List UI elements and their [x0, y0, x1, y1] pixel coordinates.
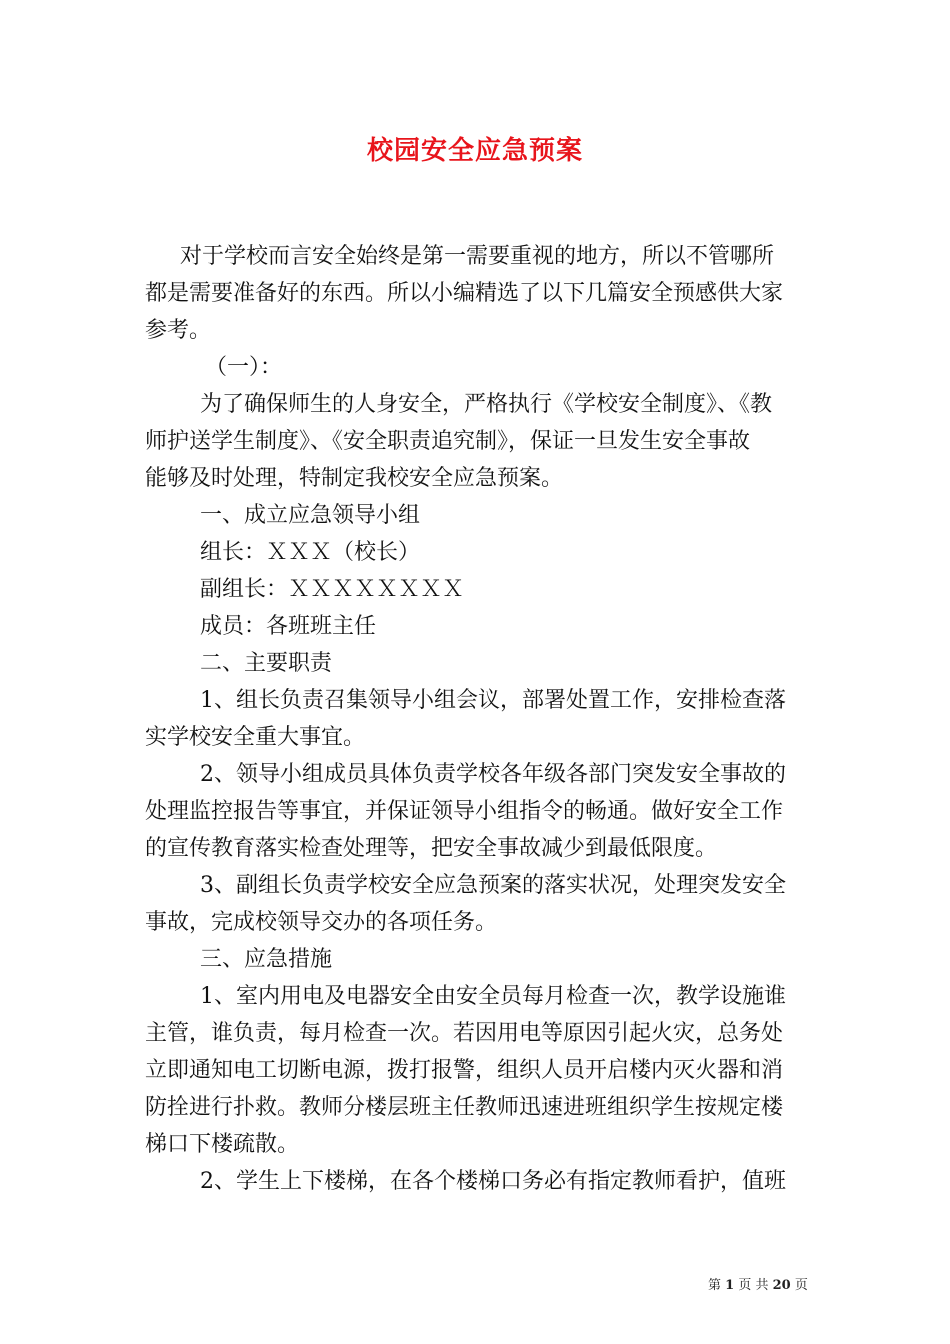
paragraph-line: 副组长：ＸＸＸＸＸＸＸＸ — [200, 577, 465, 602]
footer-total-pages: 20 — [772, 1278, 791, 1293]
paragraph-line: 能够及时处理，特制定我校安全应急预案。 — [145, 466, 564, 491]
footer-prefix: 第 — [708, 1278, 722, 1293]
footer-suffix: 页 — [794, 1278, 808, 1293]
paragraph-line: 事故，完成校领导交办的各项任务。 — [145, 910, 498, 935]
paragraph-line: 立即通知电工切断电源，拨打报警，组织人员开启楼内灭火器和消 — [145, 1058, 784, 1083]
paragraph-line: 3、副组长负责学校安全应急预案的落实状况，处理突发安全 — [200, 873, 786, 898]
footer-page-number: 1 — [725, 1278, 735, 1293]
paragraph-line: 防拴进行扑救。教师分楼层班主任教师迅速进班组织学生按规定楼 — [145, 1095, 784, 1120]
paragraph-line: 成员：各班班主任 — [200, 614, 377, 639]
section-heading: 二、主要职责 — [200, 651, 333, 676]
footer-middle: 页 共 — [738, 1278, 769, 1293]
section-heading: 一、成立应急领导小组 — [200, 503, 421, 528]
paragraph-line: 对于学校而言安全始终是第一需要重视的地方，所以不管哪所 — [180, 244, 775, 269]
paragraph-line: 主管，谁负责，每月检查一次。若因用电等原因引起火灾，总务处 — [145, 1021, 784, 1046]
paragraph-line: 的宣传教育落实检查处理等，把安全事故减少到最低限度。 — [145, 836, 718, 861]
paragraph-line: 参考。 — [145, 318, 212, 343]
paragraph-line: 实学校安全重大事宜。 — [145, 725, 366, 750]
paragraph-line: 都是需要准备好的东西。所以小编精选了以下几篇安全预感供大家 — [145, 281, 784, 306]
paragraph-line: 2、学生上下楼梯，在各个楼梯口务必有指定教师看护，值班 — [200, 1169, 786, 1194]
section-heading: （一）： — [205, 355, 283, 380]
document-body — [145, 238, 810, 1200]
paragraph-line: 为了确保师生的人身安全，严格执行《学校安全制度》、《教 — [200, 392, 773, 417]
paragraph-line: 1、室内用电及电器安全由安全员每月检查一次，教学设施谁 — [200, 984, 786, 1009]
page-footer — [708, 1274, 808, 1293]
paragraph-line: 2、领导小组成员具体负责学校各年级各部门突发安全事故的 — [200, 762, 786, 787]
paragraph-line: 师护送学生制度》、《安全职责追究制》，保证一旦发生安全事故 — [145, 429, 751, 454]
paragraph-line: 处理监控报告等事宜，并保证领导小组指令的畅通。做好安全工作 — [145, 799, 784, 824]
section-heading: 三、应急措施 — [200, 947, 333, 972]
document-title: 校园安全应急预案 — [366, 136, 583, 166]
paragraph-line: 梯口下楼疏散。 — [145, 1132, 300, 1157]
paragraph-line: 组长：ＸＸＸ（校长） — [200, 540, 421, 565]
paragraph-line: 1、组长负责召集领导小组会议，部署处置工作，安排检查落 — [200, 688, 786, 713]
